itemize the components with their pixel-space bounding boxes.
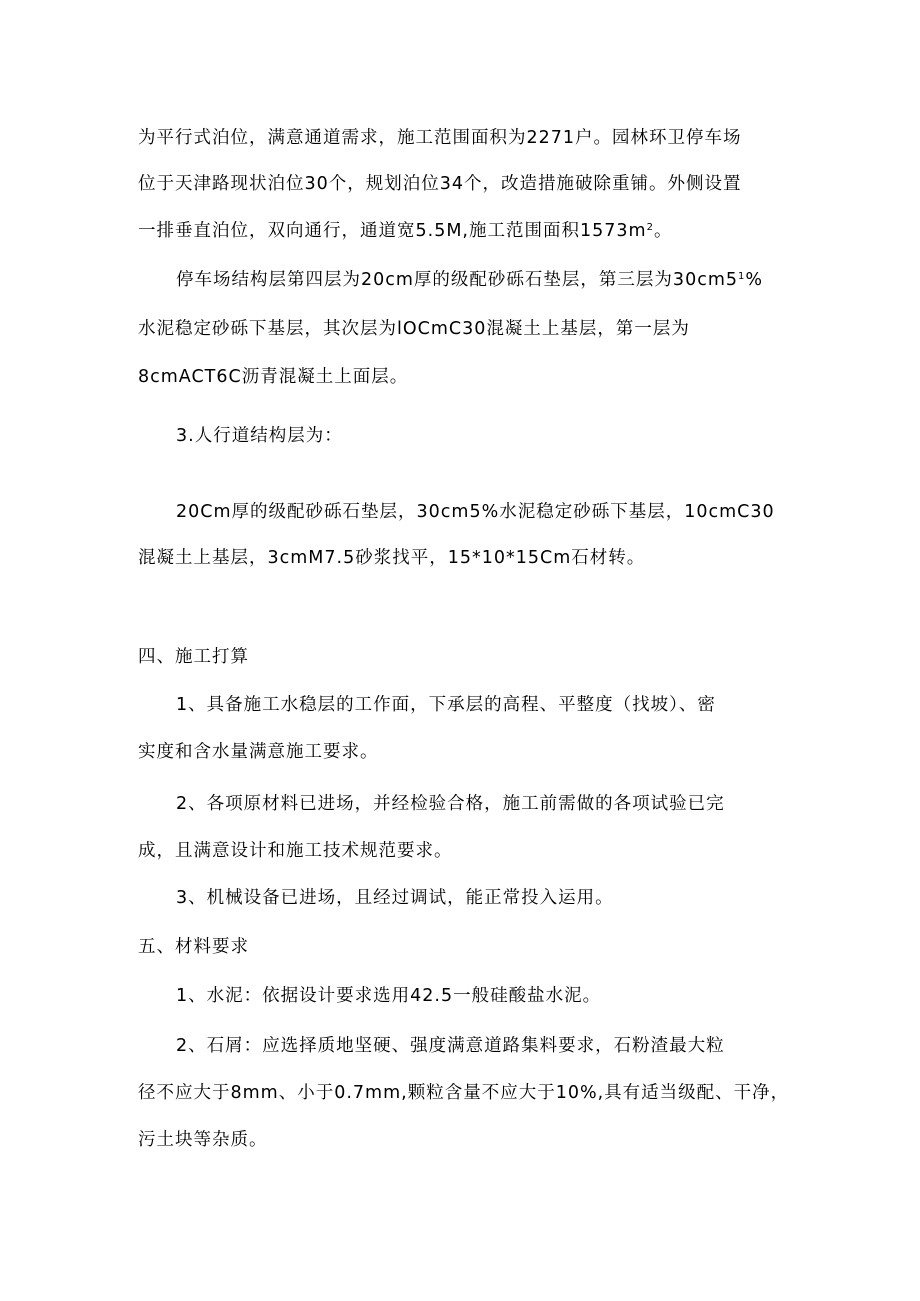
section-5-item-2-line-2: 径不应大于8mm、小于0.7mm,颗粒含量不应大于10%,具有适当级配、干净，: [138, 1083, 790, 1103]
section-4-item-1-line-2: 实度和含水量满意施工要求。: [138, 742, 379, 762]
text-fragment: 停车场结构层第四层为20cm厚的级配砂砾石垫层，第三层为30cm5: [176, 270, 739, 290]
paragraph-structure-line-2: 水泥稳定砂砾下基层，其次层为lOCmC30混凝土上基层，第一层为: [138, 319, 690, 339]
paragraph-parking-line-1: 为平行式泊位，满意通道需求，施工范围面积为2271户。园林环卫停车场: [138, 128, 742, 148]
superscript-text: 2: [646, 222, 654, 233]
section-4-title: 四、施工打算: [138, 647, 249, 667]
section-4-item-2-line-2: 成，且满意设计和施工技术规范要求。: [138, 841, 453, 861]
text-fragment: 一排垂直泊位，双向通行，通道宽5.5M,施工范围面积1573m: [138, 221, 647, 241]
section-4-item-2-line-1: 2、各项原材料已进场，并经检验合格，施工前需做的各项试验已完: [176, 794, 725, 814]
paragraph-structure-line-3: 8cmACT6C沥青混凝土上面层。: [138, 367, 409, 387]
paragraph-sidewalk-line-1: 20Cm厚的级配砂砾石垫层，30cm5%水泥稳定砂砾下基层，10cmC30: [176, 502, 775, 522]
text-fragment: %: [745, 270, 764, 290]
section-4-item-3: 3、机械设备已进场，且经过调试，能正常投入运用。: [176, 888, 614, 908]
heading-sidewalk: 3.人行道结构层为：: [176, 426, 343, 446]
paragraph-parking-line-3: [138, 219, 672, 243]
superscript-text: 1: [738, 271, 746, 282]
section-5-item-1: 1、水泥：依据设计要求选用42.5一般硅酸盐水泥。: [176, 986, 602, 1006]
section-4-item-1-line-1: 1、具备施工水稳层的工作面，下承层的高程、平整度（找坡）、密: [176, 695, 716, 715]
paragraph-sidewalk-line-2: 混凝土上基层，3cmM7.5砂浆找平，15*10*15Cm石材转。: [138, 548, 646, 568]
paragraph-structure-line-1: [176, 268, 763, 292]
paragraph-parking-line-2: 位于天津路现状泊位30个，规划泊位34个，改造措施破除重铺。外侧设置: [138, 174, 742, 194]
section-5-item-2-line-1: 2、石屑：应选择质地坚硬、强度满意道路集料要求，石粉渣最大粒: [176, 1036, 725, 1056]
text-fragment: 。: [653, 221, 673, 241]
section-5-item-2-line-3: 污土块等杂质。: [138, 1130, 268, 1150]
section-5-title: 五、材料要求: [138, 937, 249, 957]
